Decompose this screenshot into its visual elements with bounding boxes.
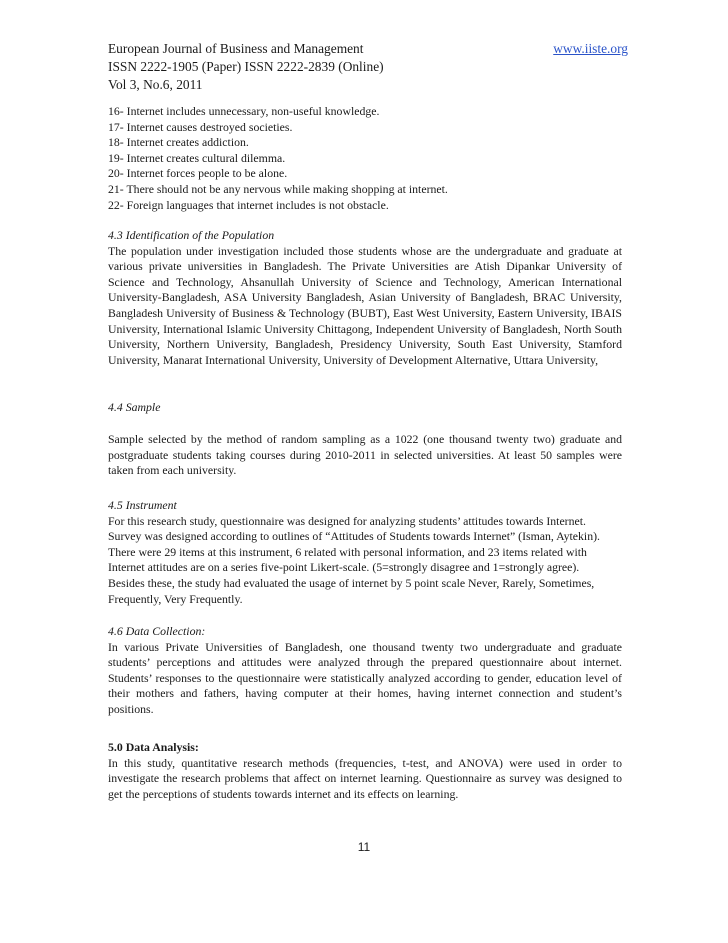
section-line: Besides these, the study had evaluated the usage of internet by 5 point scale Never, Rarely, Sometimes,: [108, 575, 595, 590]
section-body: The population under investigation included those students whose are the undergraduate and graduate at various private universities in Bangladesh. The Private Universities are Atish Dipankar University of Science and Technology, Ahsanullah University of Science and Technology, American International University-Bangladesh, ASA University Bangladesh, Asian University of Bangladesh, BRAC University, Bangladesh University of Business & Technology (BUBT), East West University, Eastern University, IBAIS University, International Islamic University Chittagong, Independent University of Bangladesh, North South University, Northern University, Bangladesh, Presidency University, South East University, Stamford University, Manarat International University, University of Development Alternative, Uttara University,: [108, 243, 622, 367]
list-item: 20- Internet forces people to be alone.: [108, 166, 288, 181]
section-4-3: [108, 228, 622, 368]
item-list: [108, 104, 622, 213]
section-4-4: [108, 400, 622, 416]
list-item: 16- Internet includes unnecessary, non-useful knowledge.: [108, 104, 380, 118]
list-item: 22- Foreign languages that internet includes is not obstacle.: [108, 197, 389, 212]
section-line: For this research study, questionnaire was designed for analyzing students’ attitudes towards Internet.: [108, 513, 586, 528]
list-item: 17- Internet causes destroyed societies.: [108, 119, 293, 134]
section-body: Sample selected by the method of random sampling as a 1022 (one thousand twenty two) graduate and postgraduate students taking courses during 2010-2011 in selected universities. At least 50 samples were taken from each university.: [108, 432, 622, 478]
section-4-6: [108, 624, 622, 718]
page-number: 11: [357, 840, 371, 854]
list-item: 21- There should not be any nervous while making shopping at internet.: [108, 181, 448, 196]
section-body: In various Private Universities of Bangladesh, one thousand twenty two undergraduate and graduate students’ perceptions and attitudes were analyzed through the prepared questionnaire about internet. Students’ responses to the questionnaire were statistically analyzed according to gender, education level of their mothers and fathers, having computer at their homes, having internet connection and student’s positions.: [108, 639, 622, 716]
section-4-4-body: [108, 432, 622, 479]
section-heading: 5.0 Data Analysis:: [108, 740, 199, 754]
section-line: There were 29 items at this instrument, 6 related with personal information, and 23 items related with: [108, 544, 587, 559]
section-heading: 4.5 Instrument: [108, 498, 177, 512]
journal-url-link[interactable]: www.iiste.org: [553, 41, 628, 56]
journal-header: [108, 40, 628, 94]
section-5-0: [108, 740, 622, 802]
section-line: Survey was designed according to outlines of “Attitudes of Students towards Internet” (Isman, Aytekin).: [108, 529, 600, 544]
section-heading: 4.6 Data Collection:: [108, 624, 206, 638]
issn-line: ISSN 2222-1905 (Paper) ISSN 2222-2839 (Online): [108, 59, 384, 74]
section-line: Internet attitudes are on a series five-point Likert-scale. (5=strongly disagree and 1=strongly agree).: [108, 560, 580, 575]
section-heading: 4.3 Identification of the Population: [108, 228, 275, 242]
volume-line: Vol 3, No.6, 2011: [108, 77, 203, 92]
section-line: Frequently, Very Frequently.: [108, 591, 243, 606]
list-item: 18- Internet creates addiction.: [108, 135, 249, 150]
section-4-5: [108, 498, 622, 607]
list-item: 19- Internet creates cultural dilemma.: [108, 150, 286, 165]
section-heading: 4.4 Sample: [108, 400, 161, 414]
section-body: In this study, quantitative research methods (frequencies, t-test, and ANOVA) were used in order to investigate the research problems that affect on internet learning. Questionnaire as survey was designed to get the perceptions of students towards internet and its effects on learning.: [108, 755, 622, 801]
journal-name: European Journal of Business and Management: [108, 41, 364, 56]
